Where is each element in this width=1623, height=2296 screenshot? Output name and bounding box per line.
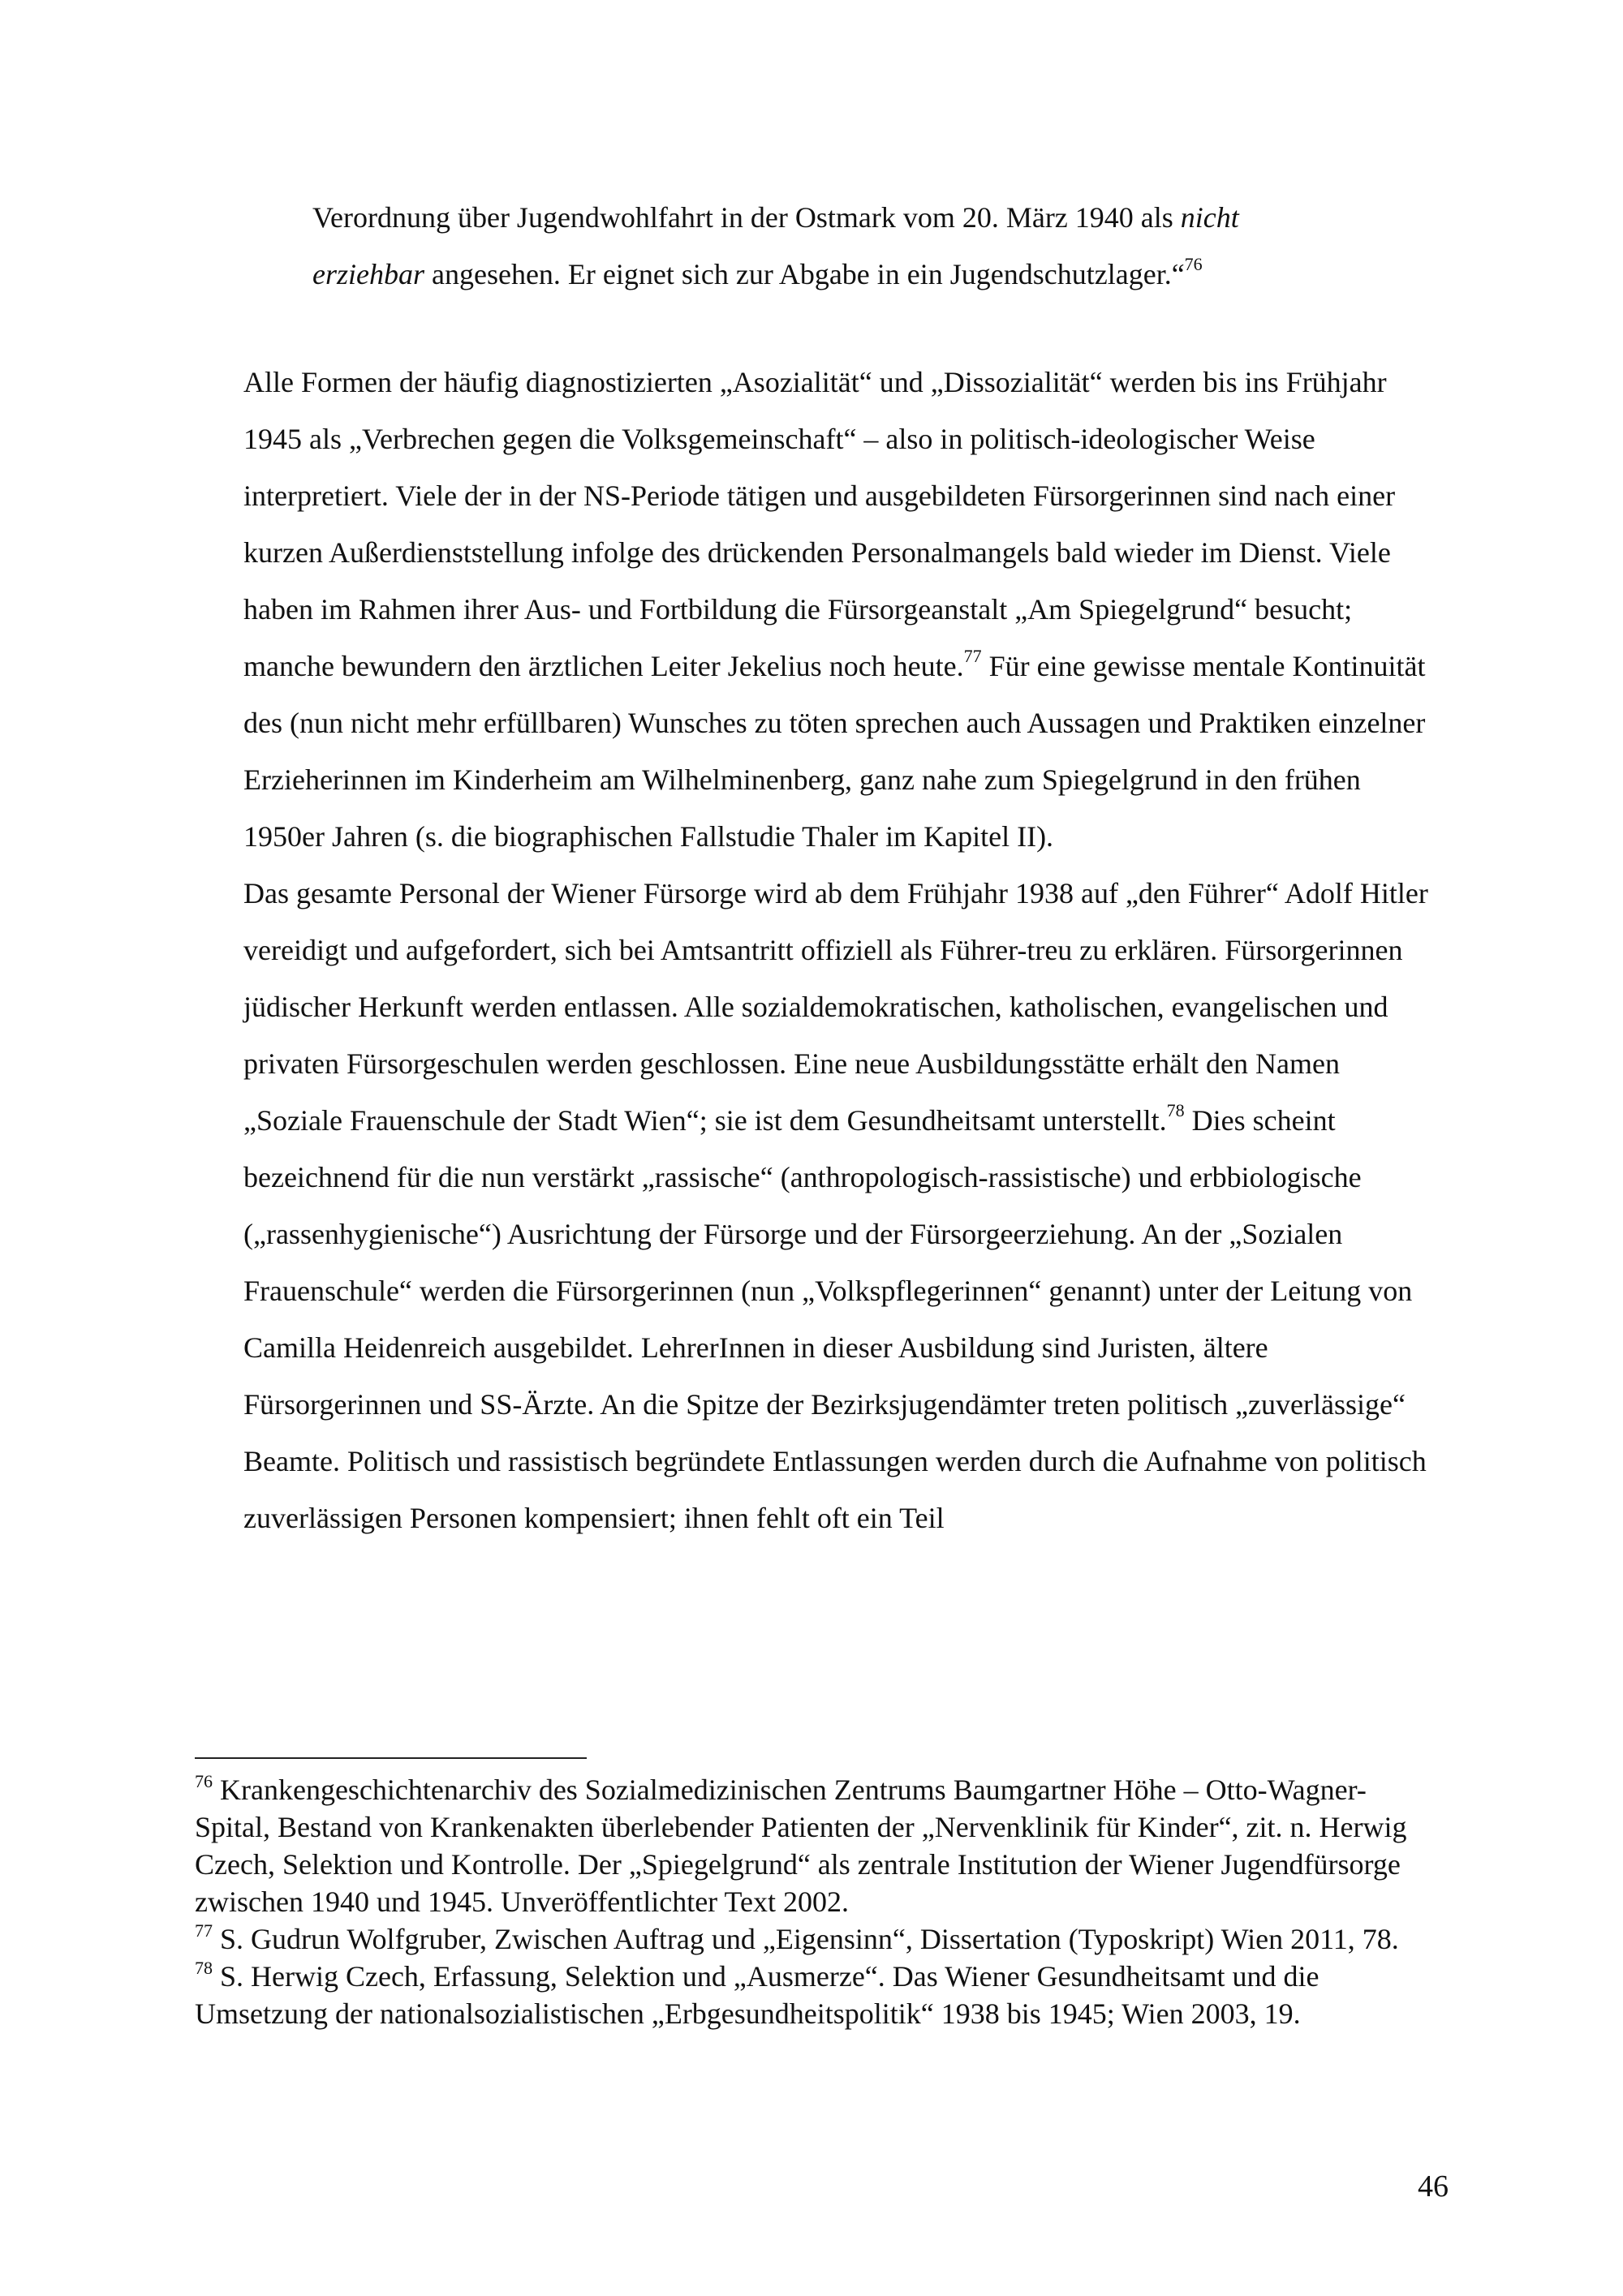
quote-text-2: angesehen. Er eignet sich zur Abgabe in ein Jugendschutzlager.“ bbox=[424, 258, 1185, 290]
body-text bbox=[243, 354, 1436, 1546]
paragraph-1-text-a: Alle Formen der häufig diagnostizierten „Asozialität“ und „Dissozialität“ werden bis ins Frühjahr 1945 als „Verbrechen gegen die Volksgemeinschaft“ – also in politisch-ideologischer Weise interpretiert. Viele der in der NS-Periode tätigen und ausgebildeten Fürsorgerinnen sind nach einer kurzen Außerdienststellung infolge des drückenden Personalmangels bald wieder im Dienst. Viele haben im Rahmen ihrer Aus- und Fortbildung die Fürsorgeanstalt „Am Spiegelgrund“ besucht; manche bewundern den ärztlichen Leiter Jekelius noch heute. bbox=[243, 366, 1396, 682]
footnote-text: Krankengeschichtenarchiv des Sozialmedizinischen Zentrums Baumgartner Höhe – Otto-Wagner-Spital, Bestand von Krankenakten überlebender Patienten der „Nervenklinik für Kinder“, zit. n. Herwig Czech, Selektion und Kontrolle. Der „Spiegelgrund“ als zentrale Institution der Wiener Jugendfürsorge zwischen 1940 und 1945. Unveröffentlichter Text 2002. bbox=[195, 1774, 1407, 1918]
footnote-ref-77[interactable]: 77 bbox=[963, 646, 982, 666]
paragraph-1 bbox=[243, 354, 1436, 865]
footnote-text: S. Herwig Czech, Erfassung, Selektion und „Ausmerze“. Das Wiener Gesundheitsamt und die Umsetzung der nationalsozialistischen „Erbgesundheitspolitik“ 1938 bis 1945; Wien 2003, 19. bbox=[195, 1960, 1319, 2030]
quote-text-1: Verordnung über Jugendwohlfahrt in der Ostmark vom 20. März 1940 als bbox=[312, 201, 1181, 234]
paragraph-2 bbox=[243, 865, 1436, 1546]
paragraph-2-text-b: Dies scheint bezeichnend für die nun verstärkt „rassische“ (anthropologisch-rassistische) und erbbiologische („rassenhygienische“) Ausrichtung der Fürsorge und der Fürsorgeerziehung. An der „Sozialen Frauenschule“ werden die Fürsorgerinnen (nun „Volkspflegerinnen“ genannt) unter der Leitung von Camilla Heidenreich ausgebildet. LehrerInnen in dieser Ausbildung sind Juristen, ältere Fürsorgerinnen und SS-Ärzte. An die Spitze der Bezirksjugendämter treten politisch „zuverlässige“ Beamte. Politisch und rassistisch begründete Entlassungen werden durch die Aufnahme von politisch zuverlässigen Personen kompensiert; ihnen fehlt oft ein Teil bbox=[243, 1104, 1427, 1534]
footnote-ref-78[interactable]: 78 bbox=[1166, 1100, 1185, 1120]
footnote-number: 77 bbox=[195, 1920, 213, 1941]
footnote-77 bbox=[195, 1920, 1436, 1958]
footnotes bbox=[195, 1771, 1436, 2032]
quote-italic-nicht: nicht bbox=[1180, 201, 1239, 234]
paragraph-2-text-a: Das gesamte Personal der Wiener Fürsorge wird ab dem Frühjahr 1938 auf „den Führer“ Adolf Hitler vereidigt und aufgefordert, sich bei Amtsantritt offiziell als Führer-treu zu erklären. Fürsorgerinnen jüdischer Herkunft werden entlassen. Alle sozialdemokratischen, katholischen, evangelischen und privaten Fürsorgeschulen werden geschlossen. Eine neue Ausbildungsstätte erhält den Namen „Soziale Frauenschule der Stadt Wien“; sie ist dem Gesundheitsamt unterstellt. bbox=[243, 877, 1428, 1137]
footnote-ref-76[interactable]: 76 bbox=[1184, 254, 1203, 274]
footnote-number: 76 bbox=[195, 1771, 213, 1791]
footnote-separator bbox=[195, 1757, 587, 1759]
page-number: 46 bbox=[1418, 2169, 1449, 2204]
quote-italic-erziehbar: erziehbar bbox=[312, 258, 424, 290]
footnote-78 bbox=[195, 1958, 1436, 2032]
paragraph-1-text-b: Für eine gewisse mentale Kontinuität des (nun nicht mehr erfüllbaren) Wunsches zu töten sprechen auch Aussagen und Praktiken einzelner Erzieherinnen im Kinderheim am Wilhelminenberg, ganz nahe zum Spiegelgrund in den frühen 1950er Jahren (s. die biographischen Fallstudie Thaler im Kapitel II). bbox=[243, 650, 1426, 853]
footnote-text: S. Gudrun Wolfgruber, Zwischen Auftrag und „Eigensinn“, Dissertation (Typoskript) Wien 2011, 78. bbox=[213, 1923, 1399, 1955]
footnote-76 bbox=[195, 1771, 1436, 1920]
footnote-number: 78 bbox=[195, 1958, 213, 1978]
block-quote bbox=[312, 189, 1392, 303]
